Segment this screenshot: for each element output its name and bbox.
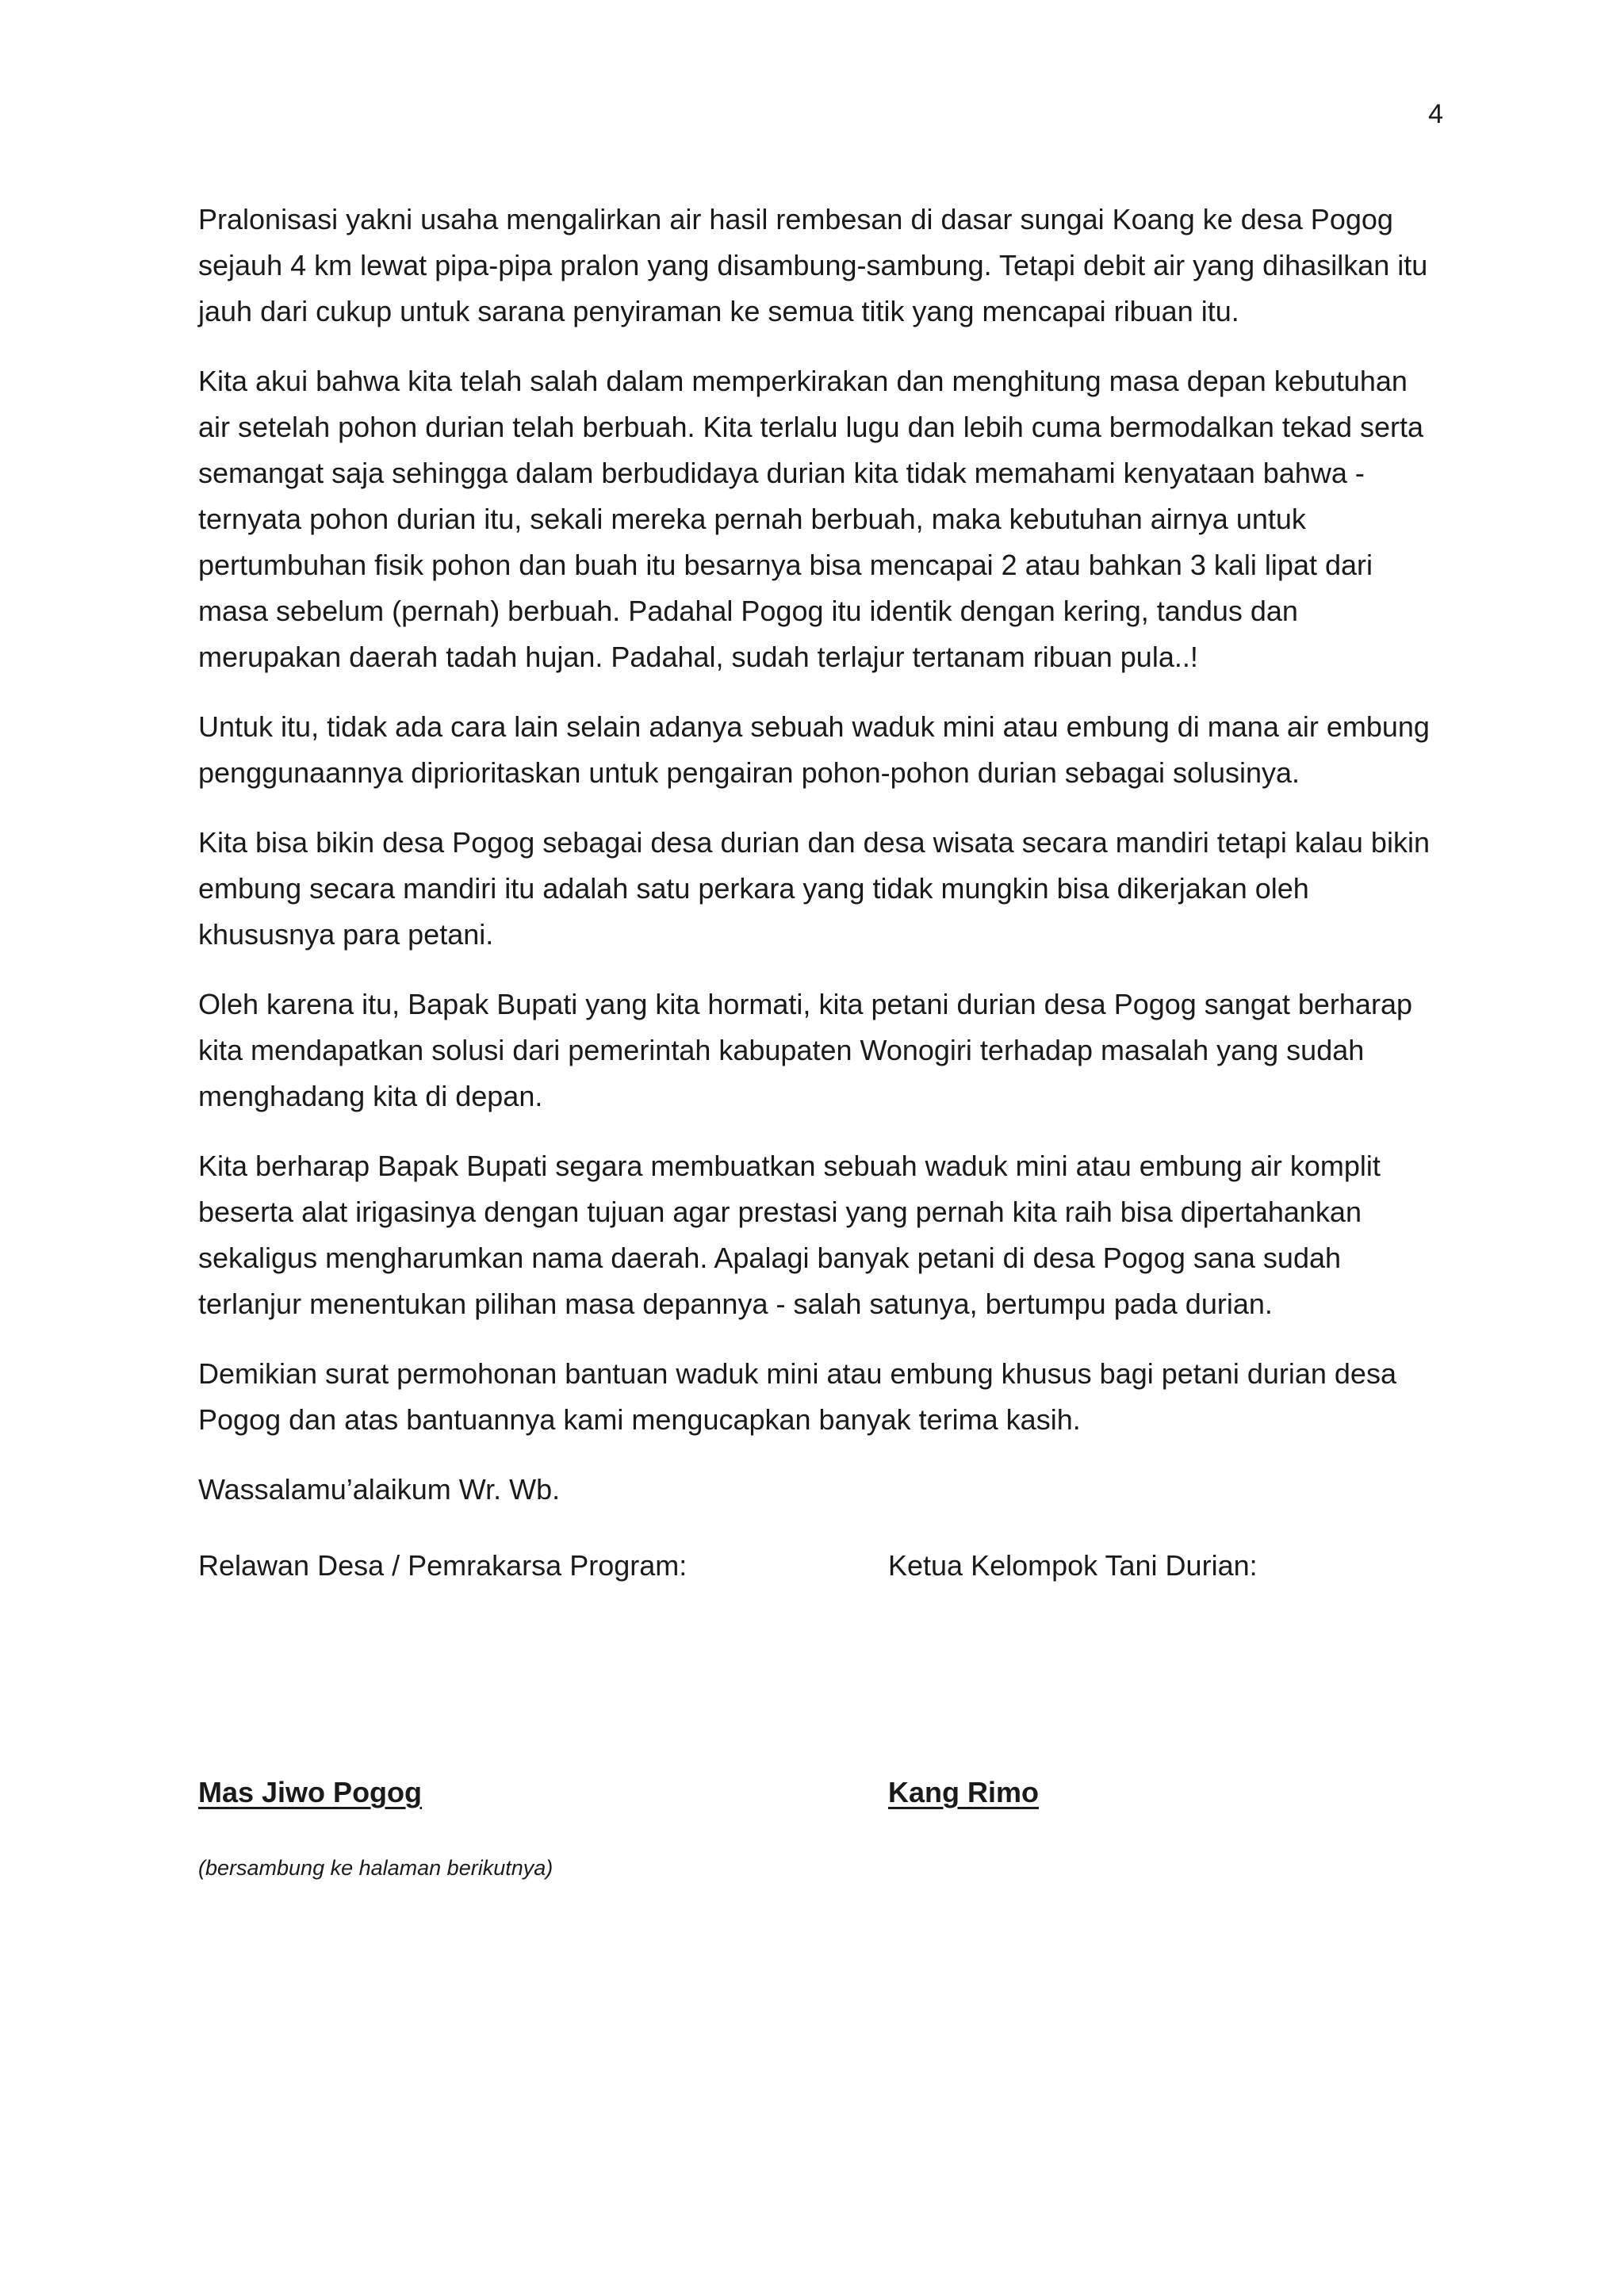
letter-body [198,197,1435,1884]
closing-salutation: Wassalamu’alaikum Wr. Wb. [198,1473,561,1506]
paragraph-permohonan-bupati: Oleh karena itu, Bapak Bupati yang kita hormati, kita petani durian desa Pogog sangat berharap kita mendapatkan solusi dari pemerintah kabupaten Wonogiri terhadap masalah yang sudah menghadang kita di depan. [198,988,1412,1112]
signature-name-right: Kang Rimo [888,1776,1040,1808]
continuation-note: (bersambung ke halaman berikutnya) [198,1856,553,1880]
signature-block [198,1543,1435,1812]
signature-role-right: Ketua Kelompok Tani Durian: [888,1549,1258,1582]
signature-name-left: Mas Jiwo Pogog [198,1776,423,1808]
paragraph-kebutuhan-air: Kita akui bahwa kita telah salah dalam memperkirakan dan menghitung masa depan kebutuhan air setelah pohon durian telah berbuah. Kita terlalu lugu dan lebih cuma bermodalkan tekad serta semangat saja sehingga dalam berbudidaya durian kita tidak memahami kenyataan bahwa - ternyata pohon durian itu, sekali mereka pernah berbuah, maka kebutuhan airnya untuk pertumbuhan fisik pohon dan buah itu besarnya bisa mencapai 2 atau bahkan 3 kali lipat dari masa sebelum (pernah) berbuah. Padahal Pogog itu identik dengan kering, tandus dan merupakan daerah tadah hujan. Padahal, sudah terlajur tertanam ribuan pula..! [198,365,1424,673]
paragraph-pralonisasi: Pralonisasi yakni usaha mengalirkan air hasil rembesan di dasar sungai Koang ke desa Pogog sejauh 4 km lewat pipa-pipa pralon yang disambung-sambung. Tetapi debit air yang dihasilkan itu jauh dari cukup untuk sarana penyiraman ke semua titik yang mencapai ribuan itu. [198,203,1428,327]
paragraph-desa-wisata: Kita bisa bikin desa Pogog sebagai desa durian dan desa wisata secara mandiri tetapi kalau bikin embung secara mandiri itu adalah satu perkara yang tidak mungkin bisa dikerjakan oleh khususnya para petani. [198,826,1430,951]
page-number: 4 [1428,99,1443,129]
paragraph-harapan: Kita berharap Bapak Bupati segara membuatkan sebuah waduk mini atau embung air komplit beserta alat irigasinya dengan tujuan agar prestasi yang pernah kita raih bisa dipertahankan sekaligus mengharumkan nama daerah. Apalagi banyak petani di desa Pogog sana sudah terlanjur menentukan pilihan masa depannya - salah satunya, bertumpu pada durian. [198,1150,1381,1320]
paragraph-penutup: Demikian surat permohonan bantuan waduk mini atau embung khusus bagi petani durian desa Pogog dan atas bantuannya kami mengucapkan banyak terima kasih. [198,1357,1396,1436]
signature-right [888,1543,1435,1812]
signature-role-left: Relawan Desa / Pemrakarsa Program: [198,1549,688,1582]
signature-left [198,1543,888,1812]
paragraph-solusi-embung: Untuk itu, tidak ada cara lain selain adanya sebuah waduk mini atau embung di mana air embung penggunaannya diprioritaskan untuk pengairan pohon-pohon durian sebagai solusinya. [198,710,1430,789]
